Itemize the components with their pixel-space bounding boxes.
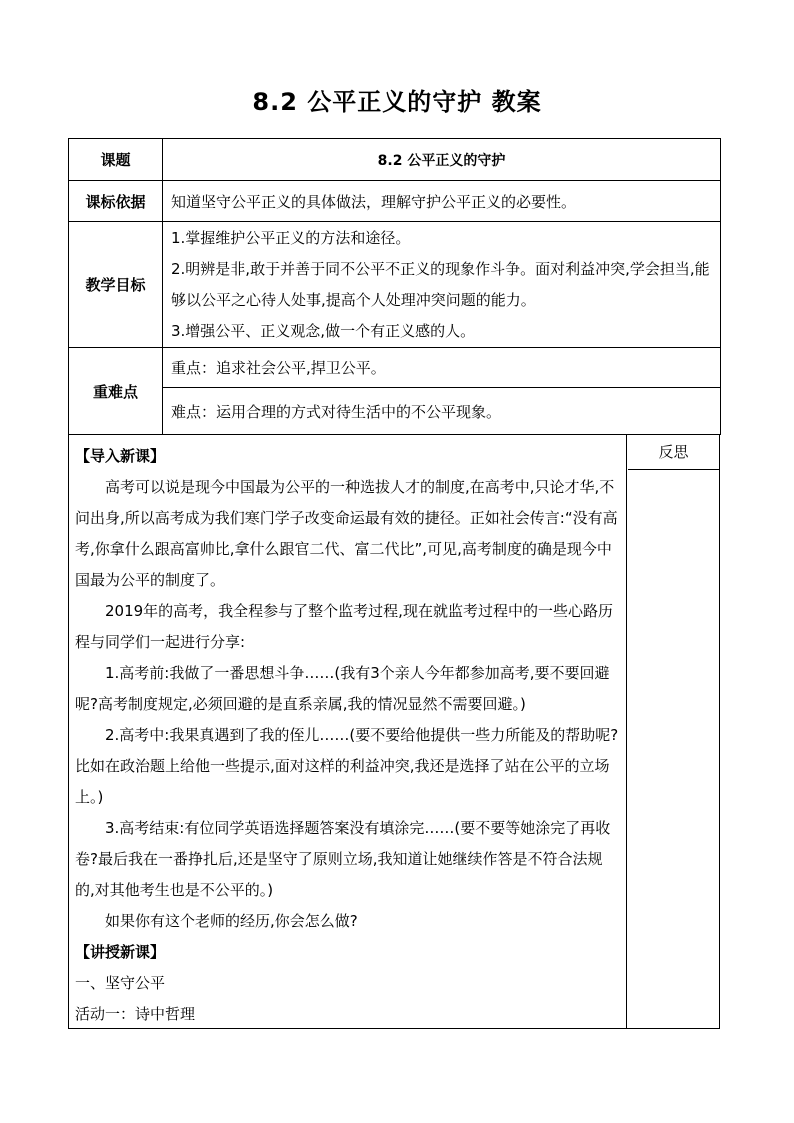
goal-item: 3.增强公平、正义观念,做一个有正义感的人。 <box>171 321 476 340</box>
lesson-content-column <box>69 435 627 1028</box>
intro-question: 如果你有这个老师的经历,你会怎么做? <box>105 912 358 930</box>
keypoints-label: 重难点 <box>69 348 163 435</box>
intro-heading: 【导入新课】 <box>75 447 166 465</box>
difficult-point-row <box>69 388 721 435</box>
intro-paragraph: 1.高考前:我做了一番思想斗争……(我有3个亲人今年都参加高考,要不要回避呢?高考制度规定,必须回避的是直系亲属,我的情况显然不需要回避。) <box>75 664 610 713</box>
new-lesson-heading: 【讲授新课】 <box>75 943 166 961</box>
intro-paragraph: 2019年的高考，我全程参与了整个监考过程,现在就监考过程中的一些心路历程与同学们一起进行分享: <box>75 602 613 651</box>
lesson-body-box <box>68 434 720 1029</box>
difficult-point: 难点：运用合理的方式对待生活中的不公平现象。 <box>163 388 721 435</box>
course-label: 课题 <box>69 139 163 181</box>
reflection-column <box>628 435 719 1028</box>
standard-value: 知道坚守公平正义的具体做法，理解守护公平正义的必要性。 <box>163 181 721 222</box>
goals-cell <box>163 222 721 348</box>
section-one-heading: 一、坚守公平 <box>75 974 166 992</box>
course-value: 8.2 公平正义的守护 <box>163 139 721 181</box>
course-row <box>69 139 721 181</box>
key-point-row <box>69 348 721 388</box>
key-point: 重点：追求社会公平,捍卫公平。 <box>163 348 721 388</box>
goals-label: 教学目标 <box>69 222 163 348</box>
lesson-info-table <box>68 138 721 435</box>
intro-paragraph: 3.高考结束:有位同学英语选择题答案没有填涂完……(要不要等她涂完了再收卷?最后我在一番挣扎后,还是坚守了原则立场,我知道让她继续作答是不符合法规的,对其他考生也是不公平的。) <box>75 819 611 899</box>
goal-item: 2.明辨是非,敢于并善于同不公平不正义的现象作斗争。面对利益冲突,学会担当,能够以公平之心待人处事,提高个人处理冲突问题的能力。 <box>171 259 710 309</box>
intro-paragraph: 2.高考中:我果真遇到了我的侄儿……(要不要给他提供一些力所能及的帮助呢?比如在政治题上给他一些提示,面对这样的利益冲突,我还是选择了站在公平的立场上。) <box>75 726 619 806</box>
goal-item: 1.掌握维护公平正义的方法和途径。 <box>171 228 411 247</box>
goals-row <box>69 222 721 348</box>
standard-row <box>69 181 721 222</box>
document-title: 8.2 公平正义的守护 教案 <box>252 88 542 116</box>
activity-one: 活动一：诗中哲理 <box>75 1005 196 1023</box>
standard-label: 课标依据 <box>69 181 163 222</box>
reflection-label: 反思 <box>628 435 719 470</box>
intro-paragraph: 高考可以说是现今中国最为公平的一种选拔人才的制度,在高考中,只论才华,不问出身,所以高考成为我们寒门学子改变命运最有效的捷径。正如社会传言:“没有高考,你拿什么跟高富帅比,拿什么跟官二代、富二代比”,可见,高考制度的确是现今中国最为公平的制度了。 <box>75 478 618 589</box>
